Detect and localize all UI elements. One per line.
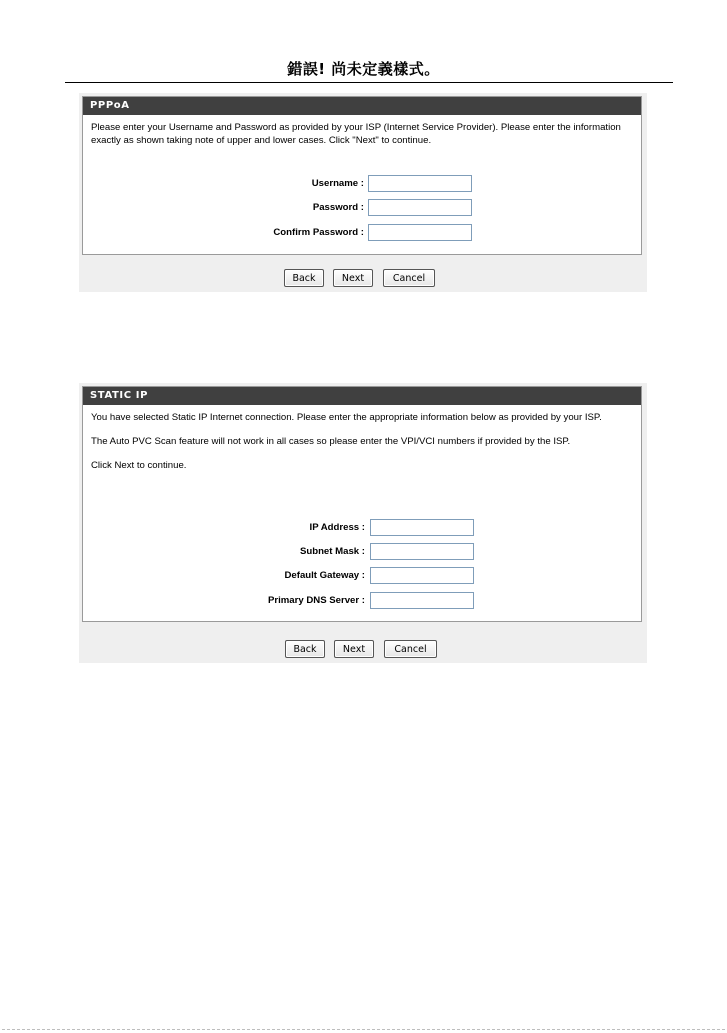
username-input[interactable] — [368, 175, 472, 192]
static-ip-panel — [79, 383, 647, 663]
subnet-mask-row — [83, 543, 641, 561]
ip-address-label: IP Address : — [309, 522, 365, 533]
ip-address-row — [83, 519, 641, 537]
primary-dns-server-row — [83, 592, 641, 610]
static-ip-next-button[interactable]: Next — [334, 640, 374, 658]
static-ip-description — [83, 405, 641, 472]
pppoa-cancel-button[interactable]: Cancel — [383, 269, 435, 287]
default-gateway-label: Default Gateway : — [284, 570, 365, 581]
pppoa-title: PPPoA — [83, 97, 641, 115]
footer-dotted-rule — [2, 1029, 725, 1030]
primary-dns-server-label: Primary DNS Server : — [267, 595, 365, 606]
static-ip-paragraph-2: The Auto PVC Scan feature will not work in all cases so please enter the VPI/VCI numbers if provided by the ISP. — [91, 436, 571, 447]
pppoa-description — [83, 115, 641, 147]
pppoa-panel — [79, 93, 647, 292]
static-ip-paragraph-3: Click Next to continue. — [91, 460, 187, 471]
password-row — [83, 199, 641, 217]
username-row — [83, 175, 641, 193]
subnet-mask-input[interactable] — [370, 543, 474, 560]
pppoa-next-button[interactable]: Next — [333, 269, 373, 287]
username-label: Username : — [311, 178, 364, 189]
pppoa-back-button[interactable]: Back — [284, 269, 324, 287]
static-ip-title: STATIC IP — [83, 387, 641, 405]
confirm-password-input[interactable] — [368, 224, 472, 241]
confirm-password-label: Confirm Password : — [273, 227, 364, 238]
pppoa-box — [82, 96, 642, 255]
default-gateway-row — [83, 567, 641, 585]
static-ip-box — [82, 386, 642, 622]
subnet-mask-label: Subnet Mask : — [299, 546, 365, 557]
static-ip-cancel-button[interactable]: Cancel — [384, 640, 437, 658]
static-ip-paragraph-1: You have selected Static IP Internet connection. Please enter the appropriate information below as provided by your ISP. — [91, 412, 602, 423]
document-header: 錯誤! 尚未定義樣式。 — [287, 60, 440, 78]
ip-address-input[interactable] — [370, 519, 474, 536]
static-ip-back-button[interactable]: Back — [285, 640, 325, 658]
default-gateway-input[interactable] — [370, 567, 474, 584]
primary-dns-server-input[interactable] — [370, 592, 474, 609]
password-input[interactable] — [368, 199, 472, 216]
password-label: Password : — [312, 202, 364, 213]
header-rule — [65, 82, 673, 83]
pppoa-description-text: Please enter your Username and Password as provided by your ISP (Internet Service Provider). Please enter the information exactly as shown taking note of upper and lower cases. Click "Next" to continue. — [91, 122, 621, 146]
confirm-password-row — [83, 224, 641, 242]
